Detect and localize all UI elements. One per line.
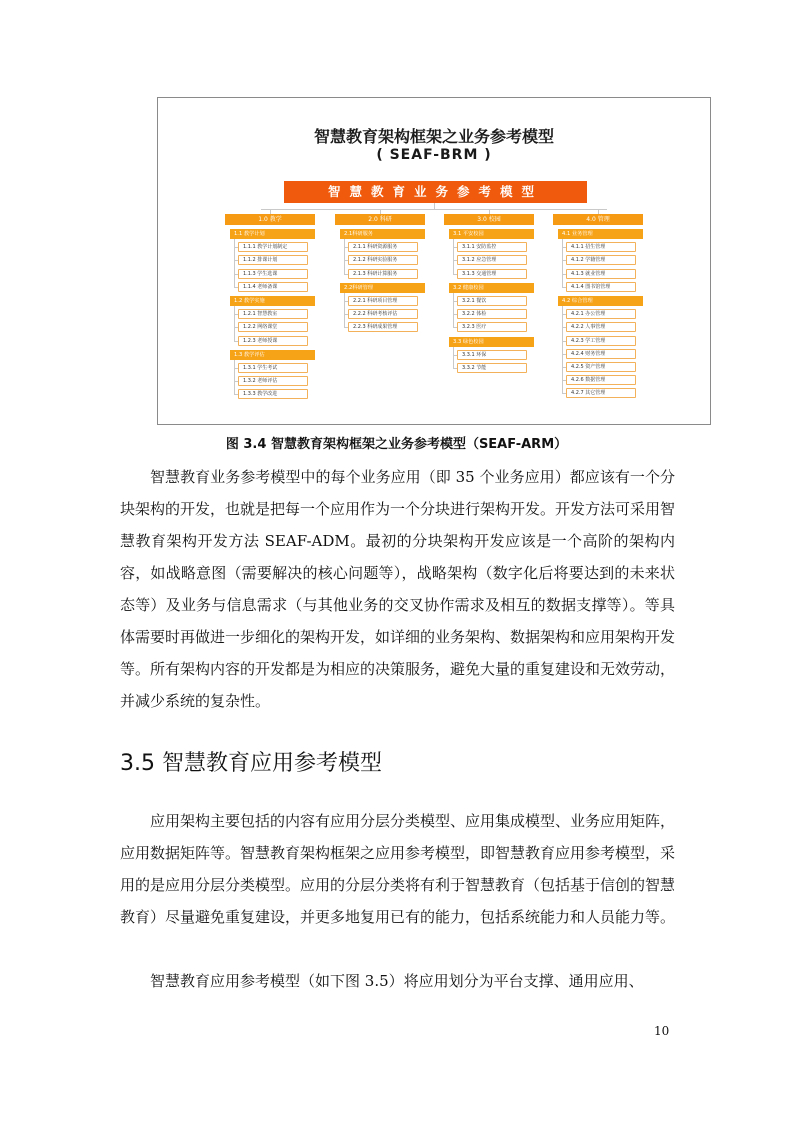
- column-header: 4.0 管理: [553, 214, 643, 225]
- page-number: 10: [654, 1024, 670, 1038]
- leaf-connector: [234, 341, 238, 342]
- leaf-connector: [562, 393, 566, 394]
- group-connector: [344, 239, 345, 274]
- leaf-node: 4.1.2 学籍管理: [566, 255, 636, 265]
- group-header: 1.2 教学实施: [230, 296, 315, 306]
- leaf-node: 4.1.3 就业管理: [566, 269, 636, 279]
- group-connector: [562, 239, 563, 287]
- leaf-node: 4.2.4 财务管理: [566, 349, 636, 359]
- leaf-node: 2.2.3 科研成果管理: [348, 322, 418, 332]
- leaf-node: 1.2.3 老师授课: [238, 336, 308, 346]
- paragraph-2: 应用架构主要包括的内容有应用分层分类模型、应用集成模型、业务应用矩阵，应用数据矩阵等。智慧教育架构框架之应用参考模型，即智慧教育应用参考模型，采用的是应用分层分类模型。应用的分层分类将有利于智慧教育（包括基于信创的智慧教育）尽量避免重复建设，并更多地复用已有的能力，包括系统能力和人员能力等。: [120, 812, 676, 926]
- figure-banner: 智慧教育业务参考模型: [284, 181, 587, 203]
- leaf-node: 3.3.2 节能: [457, 363, 527, 373]
- leaf-node: 3.1.2 应急管理: [457, 255, 527, 265]
- leaf-connector: [234, 287, 238, 288]
- leaf-node: 1.1.2 排课计划: [238, 255, 308, 265]
- group-connector: [234, 360, 235, 395]
- leaf-node: 1.1.1 教学计划制定: [238, 242, 308, 252]
- leaf-connector: [562, 287, 566, 288]
- group-header: 2.2科研管理: [340, 283, 425, 293]
- group-header: 1.1 教学计划: [230, 229, 315, 239]
- leaf-connector: [344, 327, 348, 328]
- section-heading: 3.5 智慧教育应用参考模型: [120, 751, 382, 776]
- leaf-node: 3.3.1 环保: [457, 350, 527, 360]
- figure-caption: 图 3.4 智慧教育架构框架之业务参考模型（SEAF-ARM）: [225, 437, 568, 452]
- leaf-node: 1.1.4 老师备课: [238, 282, 308, 292]
- leaf-connector: [453, 327, 457, 328]
- group-connector: [234, 306, 235, 341]
- group-connector: [453, 347, 454, 368]
- column-connector: [261, 209, 607, 210]
- group-header: 4.2 综合管理: [558, 296, 643, 306]
- group-connector: [453, 239, 454, 274]
- leaf-node: 2.2.1 科研项目管理: [348, 296, 418, 306]
- leaf-node: 4.2.5 资产管理: [566, 362, 636, 372]
- leaf-node: 1.3.3 教学改进: [238, 389, 308, 399]
- leaf-node: 1.2.1 智慧教室: [238, 309, 308, 319]
- leaf-node: 1.3.1 学生考试: [238, 363, 308, 373]
- paragraph-3: 智慧教育应用参考模型（如下图 3.5）将应用划分为平台支撑、通用应用、: [150, 972, 644, 990]
- group-connector: [562, 306, 563, 393]
- leaf-node: 2.1.2 科研实验服务: [348, 255, 418, 265]
- leaf-node: 1.1.3 学生选课: [238, 269, 308, 279]
- leaf-node: 3.2.2 体检: [457, 309, 527, 319]
- group-header: 3.2 健康校园: [449, 283, 534, 293]
- leaf-node: 4.2.2 人事管理: [566, 322, 636, 332]
- leaf-node: 2.1.3 科研计算服务: [348, 269, 418, 279]
- figure-subtitle: ( SEAF-BRM ): [376, 147, 492, 163]
- leaf-connector: [453, 368, 457, 369]
- leaf-node: 2.2.2 科研考核评估: [348, 309, 418, 319]
- group-connector: [344, 293, 345, 328]
- column-header: 2.0 科研: [335, 214, 425, 225]
- leaf-node: 4.1.1 招生管理: [566, 242, 636, 252]
- leaf-node: 4.2.1 办公管理: [566, 309, 636, 319]
- leaf-connector: [344, 274, 348, 275]
- leaf-node: 4.1.4 图书馆管理: [566, 282, 636, 292]
- leaf-node: 3.1.1 安防监控: [457, 242, 527, 252]
- group-connector: [234, 239, 235, 287]
- leaf-node: 4.2.3 学工管理: [566, 336, 636, 346]
- group-connector: [453, 293, 454, 328]
- group-header: 3.3 绿色校园: [449, 337, 534, 347]
- leaf-node: 4.2.7 其它管理: [566, 388, 636, 398]
- paragraph-1: 智慧教育业务参考模型中的每个业务应用（即 35 个业务应用）都应该有一个分块架构的开发，也就是把每一个应用作为一个分块进行架构开发。开发方法可采用智慧教育架构开发方法 SEAF-ADM。最初的分块架构开发应该是一个高阶的架构内容，如战略意图（需要解决的核心问题等），战略架构（数字化后将要达到的未来状态等）及业务与信息需求（与其他业务的交叉协作需求及相互的数据支撑等）。等具体需要时再做进一步细化的架构开发，如详细的业务架构、数据架构和应用架构开发等。所有架构内容的开发都是为相应的决策服务，避免大量的重复建设和无效劳动，并减少系统的复杂性。: [120, 468, 676, 710]
- leaf-node: 2.1.1 科研资源服务: [348, 242, 418, 252]
- leaf-connector: [453, 274, 457, 275]
- leaf-node: 1.3.2 老师评估: [238, 376, 308, 386]
- leaf-node: 3.1.3 交通管理: [457, 269, 527, 279]
- group-header: 1.3 教学评估: [230, 350, 315, 360]
- leaf-node: 3.2.1 餐饮: [457, 296, 527, 306]
- figure-title: 智慧教育架构框架之业务参考模型: [313, 127, 554, 146]
- group-header: 3.1 平安校园: [449, 229, 534, 239]
- group-header: 4.1 业务管理: [558, 229, 643, 239]
- brm-figure: [157, 97, 711, 425]
- leaf-node: 1.2.2 网络课堂: [238, 322, 308, 332]
- group-header: 2.1科研服务: [340, 229, 425, 239]
- column-header: 1.0 教学: [225, 214, 315, 225]
- column-header: 3.0 校园: [444, 214, 534, 225]
- leaf-node: 4.2.6 数据管理: [566, 375, 636, 385]
- leaf-connector: [234, 394, 238, 395]
- leaf-node: 3.2.3 医疗: [457, 322, 527, 332]
